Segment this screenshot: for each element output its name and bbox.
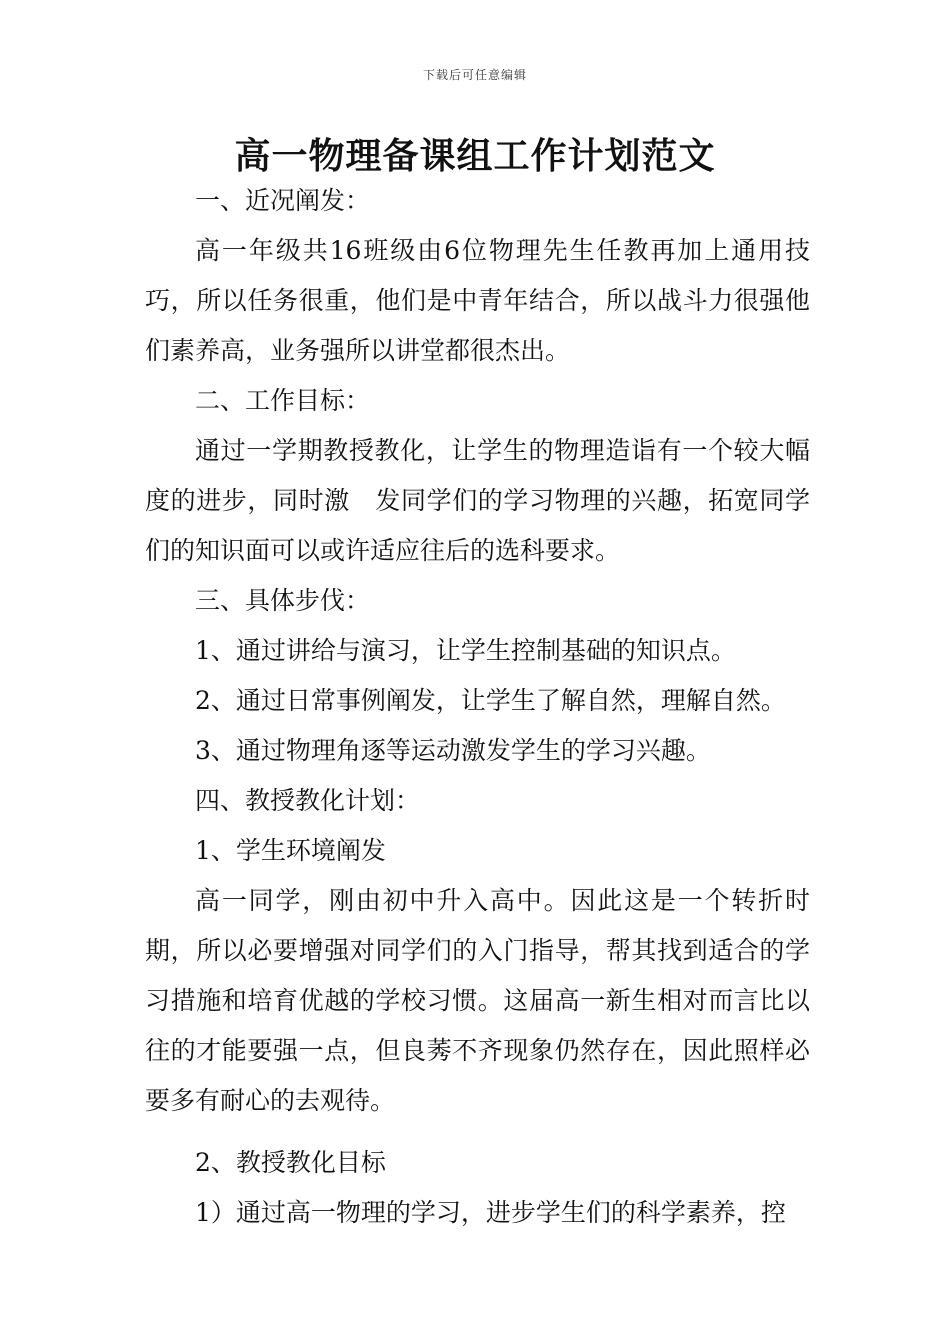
section-heading: 一、近况阐发：	[195, 186, 371, 215]
list-item: 1）通过高一物理的学习，进步学生们的科学素养，控	[195, 1198, 786, 1227]
list-item: 2、通过日常事例阐发，让学生了解自然，理解自然。	[195, 686, 786, 715]
section-heading: 四、教授教化计划：	[195, 786, 421, 815]
document-title: 高一物理备课组工作计划范文	[234, 135, 716, 177]
section-heading: 二、工作目标：	[195, 386, 371, 415]
section-heading: 三、具体步伐：	[195, 586, 371, 615]
header-note: 下载后可任意编辑	[422, 68, 527, 82]
body-paragraph: 通过一学期教授教化，让学生的物理造诣有一个较大幅度的进步，同时激 发同学们的学习物理的兴趣，拓宽同学们的知识面可以或许适应往后的选科要求。	[145, 436, 810, 565]
subsection-heading: 1、学生环境阐发	[195, 836, 386, 865]
list-item: 1、通过讲给与演习，让学生控制基础的知识点。	[195, 636, 736, 665]
body-paragraph: 高一同学，刚由初中升入高中。因此这是一个转折时期，所以必要增强对同学们的入门指导，帮其找到适合的学习措施和培育优越的学校习惯。这届高一新生相对而言比以往的才能要强一点，但良莠不齐现象仍然存在，因此照样必要多有耐心的去观待。	[145, 886, 810, 1115]
document-body	[145, 176, 810, 1238]
subsection-heading: 2、教授教化目标	[195, 1148, 386, 1177]
list-item: 3、通过物理角逐等运动激发学生的学习兴趣。	[195, 736, 711, 765]
body-paragraph: 高一年级共16班级由6位物理先生任教再加上通用技巧，所以任务很重，他们是中青年结合，所以战斗力很强他们素养高，业务强所以讲堂都很杰出。	[145, 236, 810, 365]
